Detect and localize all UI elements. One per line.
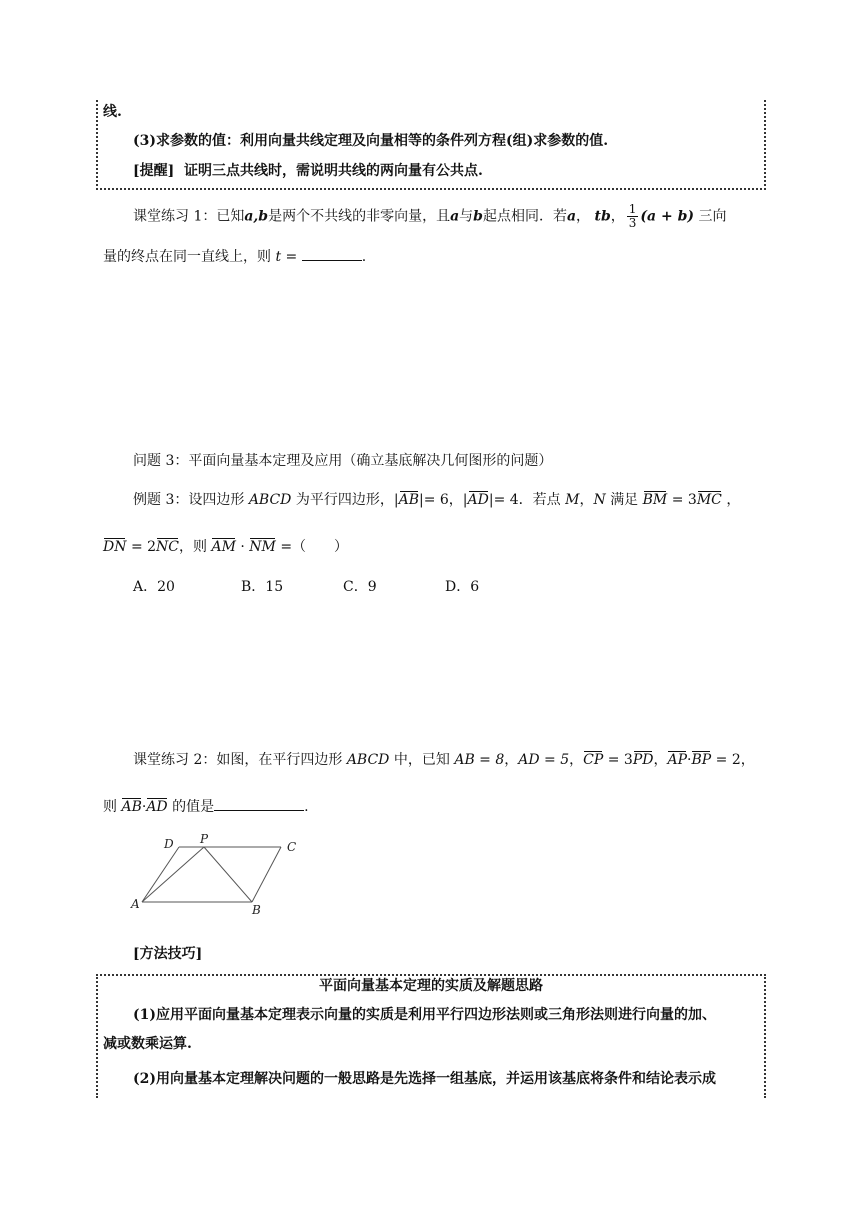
ex3-eq2: = 2 bbox=[130, 539, 157, 555]
segment-bp bbox=[204, 847, 252, 902]
example3-line2 bbox=[103, 537, 348, 557]
practice1-end1: 三向 bbox=[698, 208, 727, 225]
ex3-eq3: = 3 bbox=[671, 492, 697, 508]
top-box-line2-head: (3)求参数的值： bbox=[133, 133, 240, 149]
choice-c[interactable]: C．9 bbox=[343, 579, 377, 595]
ex3-end: ， bbox=[726, 492, 741, 508]
frac-den: 3 bbox=[628, 216, 637, 230]
vector-cp: CP bbox=[583, 752, 604, 768]
choice-a[interactable]: A．20 bbox=[133, 579, 175, 595]
practice2-comma: ， bbox=[504, 752, 519, 768]
vector-bp: BP bbox=[691, 752, 712, 768]
label-b: B bbox=[252, 903, 261, 916]
ex3-dot: · bbox=[240, 539, 245, 555]
frac-num: 1 bbox=[628, 202, 637, 216]
vector-ab-2: AB bbox=[121, 799, 142, 815]
practice2-eq2: = 2， bbox=[715, 752, 755, 768]
practice1-mid3: 起点相同．若 bbox=[482, 208, 567, 225]
practice2-abcd: ABCD bbox=[346, 752, 390, 768]
practice2-ad-eq: AD = 5 bbox=[518, 752, 570, 768]
practice2-line2-prefix: 则 bbox=[103, 799, 117, 815]
practice1-t-eq: t = bbox=[275, 249, 298, 265]
top-box-reminder-label: [提醒] bbox=[133, 163, 175, 179]
practice2-line1 bbox=[133, 750, 755, 770]
practice1-line2 bbox=[103, 247, 366, 267]
practice1-vars: a,b bbox=[244, 208, 269, 225]
practice1-sep2: ， bbox=[610, 208, 625, 225]
ex3-mid4: 满足 bbox=[610, 492, 639, 508]
top-box-line2-body: 利用向量共线定理及向量相等的条件列方程(组)求参数的值. bbox=[240, 133, 609, 149]
vector-ab: AB bbox=[398, 492, 419, 508]
practice1-expr: (a + b) bbox=[640, 208, 694, 225]
ex3-then: ，则 bbox=[179, 539, 207, 555]
vector-ap: AP bbox=[667, 752, 688, 768]
problem3-title: 问题 3：平面向量基本定理及应用（确立基底解决几何图形的问题） bbox=[133, 453, 553, 469]
top-box-reminder-text: 证明三点共线时，需说明共线的两向量有公共点. bbox=[184, 163, 483, 179]
practice2-eq3: = 3 bbox=[607, 752, 633, 768]
practice1-mid1: 是两个不共线的非零向量，且 bbox=[268, 208, 451, 225]
vector-bm: BM bbox=[642, 492, 668, 508]
practice2-line2 bbox=[103, 797, 309, 817]
label-d: D bbox=[164, 837, 174, 851]
method-item1-line1: (1)应用平面向量基本定理表示向量的实质是利用平行四边形法则或三角形法则进行向量的加、 bbox=[133, 1007, 716, 1023]
vector-ad: AD bbox=[467, 492, 489, 508]
ex3-m: M bbox=[565, 492, 580, 508]
label-p: P bbox=[200, 832, 209, 846]
practice1-a: a bbox=[450, 208, 460, 225]
top-box-line3 bbox=[133, 161, 483, 181]
parallelogram-figure bbox=[128, 830, 308, 916]
vector-pd: PD bbox=[632, 752, 654, 768]
label-c: C bbox=[287, 840, 297, 854]
practice1-sep: ， bbox=[576, 208, 591, 225]
answer-blank-1[interactable] bbox=[302, 248, 362, 261]
vector-am: AM bbox=[211, 539, 236, 555]
practice1-line1 bbox=[133, 203, 726, 230]
practice1-a2: a bbox=[566, 208, 577, 225]
vector-nc: NC bbox=[156, 539, 179, 555]
fraction-one-third bbox=[627, 203, 639, 230]
practice1-mid2: 与 bbox=[459, 208, 474, 225]
ex3-n: N bbox=[593, 492, 606, 508]
method-item1-line2: 减或数乘运算. bbox=[103, 1036, 192, 1052]
ex3-prefix: 例题 3：设四边形 bbox=[133, 492, 245, 508]
example3-line1 bbox=[133, 490, 740, 510]
vector-ad-2: AD bbox=[146, 799, 168, 815]
method-item2-line1: (2)用向量基本定理解决问题的一般思路是先选择一组基底，并运用该基底将条件和结论表示成 bbox=[133, 1071, 716, 1087]
practice1-line2-prefix: 量的终点在同一直线上，则 bbox=[103, 249, 271, 265]
practice2-ab-eq: AB = 8 bbox=[454, 752, 505, 768]
ex3-eq-paren: =（ ） bbox=[280, 539, 349, 555]
ex3-comma: ， bbox=[579, 492, 594, 508]
practice1-period: . bbox=[361, 249, 367, 265]
vector-mc: MC bbox=[696, 492, 722, 508]
ex3-mid2: |= 6，| bbox=[419, 492, 468, 508]
top-box-line2 bbox=[133, 131, 608, 151]
practice2-comma3: ， bbox=[653, 752, 668, 768]
vector-nm: NM bbox=[249, 539, 276, 555]
edge-bc bbox=[252, 847, 281, 902]
practice2-dot: · bbox=[687, 752, 692, 768]
method-box-title: 平面向量基本定理的实质及解题思路 bbox=[319, 978, 543, 994]
choice-d[interactable]: D．6 bbox=[445, 579, 480, 595]
label-a: A bbox=[131, 897, 140, 911]
practice1-tb: tb bbox=[594, 208, 611, 225]
practice2-comma2: ， bbox=[569, 752, 584, 768]
practice1-b: b bbox=[473, 208, 483, 225]
practice2-mid1: 中，已知 bbox=[393, 752, 450, 768]
practice1-prefix: 课堂练习 1：已知 bbox=[133, 208, 245, 225]
ex3-mid1: 为平行四边形，| bbox=[295, 492, 399, 508]
vector-dn: DN bbox=[103, 539, 127, 555]
method-heading: [方法技巧] bbox=[133, 946, 203, 962]
top-box-line1: 线. bbox=[103, 104, 122, 120]
practice2-period: . bbox=[304, 799, 309, 815]
ex3-abcd: ABCD bbox=[248, 492, 292, 508]
ex3-mid3: |= 4．若点 bbox=[488, 492, 561, 508]
practice2-dot2: · bbox=[141, 799, 147, 815]
practice2-line2-end: 的值是 bbox=[172, 799, 215, 815]
choice-b[interactable]: B．15 bbox=[241, 579, 284, 595]
answer-blank-2[interactable] bbox=[214, 798, 304, 811]
practice2-prefix: 课堂练习 2：如图，在平行四边形 bbox=[133, 752, 343, 768]
